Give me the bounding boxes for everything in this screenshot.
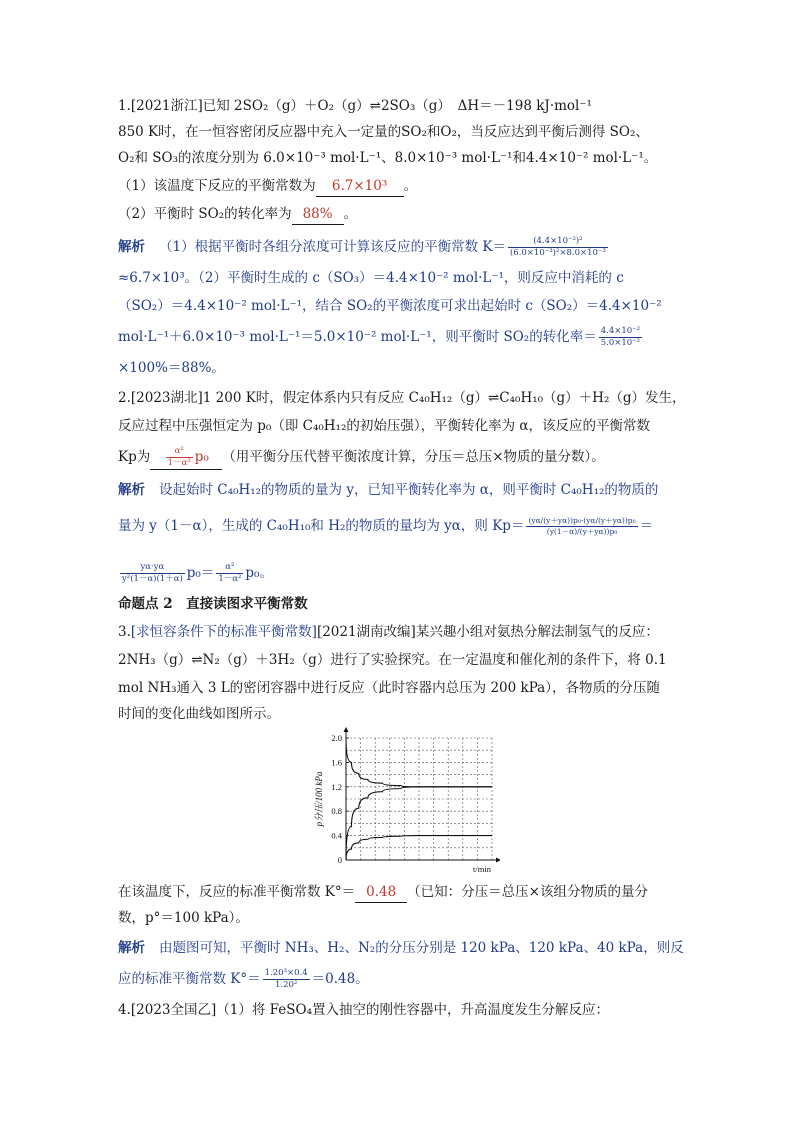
q3-explanation-2 <box>118 968 369 991</box>
y-tick-label: 2.0 <box>331 733 342 743</box>
q1-explanation-text4: mol·L⁻¹＋6.0×10⁻³ mol·L⁻¹＝5.0×10⁻² mol·L⁻¹，则平衡时 SO₂的转化率＝ <box>118 329 597 345</box>
section-title: 命题点 2 直接读图求平衡常数 <box>118 596 308 612</box>
q1-part2-end: 。 <box>343 206 358 222</box>
q3-explanation-text2: 应的标准平衡常数 K°＝ <box>118 971 261 987</box>
q1-line2: 850 K时，在一恒容密闭反应器中充入一定量的SO₂和O₂，当反应达到平衡后测得 SO₂、 <box>118 124 649 140</box>
q1-part1-text: （1）该温度下反应的平衡常数为 <box>118 178 316 194</box>
q3-line6: 数，p°＝100 kPa）。 <box>118 910 249 926</box>
q1-part2 <box>118 204 357 225</box>
q1-conversion-denominator: 5.0×10⁻² <box>600 338 641 348</box>
y-tick-label: 0.8 <box>331 806 342 817</box>
q2-explanation-2 <box>118 516 653 537</box>
q1-part2-answer: 88% <box>292 204 344 225</box>
q2-kp-numerator: (yα/(y＋yα))p₀·(yα/(y＋yα))p₀ <box>528 516 636 525</box>
q4-line1: 4.[2023全国乙]（1）将 FeSO₄置入抽空的刚性容器中，升高温度发生分解反应： <box>118 1002 609 1018</box>
q2-explanation-text1: 设起始时 C₄₀H₁₂的物质的量为 y，已知平衡转化率为 α，则平衡时 C₄₀H₁₂的物质的 <box>159 482 659 498</box>
y-tick-label: 0.4 <box>331 830 342 841</box>
q2-explanation-1 <box>118 480 658 500</box>
q2-answer-numerator: α² <box>166 446 193 458</box>
q1-part1-end: 。 <box>403 178 418 194</box>
q3-number: 3. <box>118 624 131 640</box>
q3-k-fraction <box>263 968 310 991</box>
q3-answer: 0.48 <box>355 882 407 903</box>
q2-result-fraction <box>216 562 243 585</box>
x-axis-arrow <box>496 858 500 863</box>
q1-conversion-fraction <box>599 326 642 349</box>
q3-explanation-label: 解析 <box>118 940 145 956</box>
q1-explanation-1 <box>118 236 610 259</box>
q1-k-numerator: (4.4×10⁻²)² <box>508 236 608 248</box>
q2-kp-equals: ＝ <box>639 518 654 534</box>
q2-explanation-3 <box>118 562 273 585</box>
q2-answer-blank <box>150 446 222 470</box>
q2-simplified-mid: p₀＝ <box>186 565 215 581</box>
q2-line1: 2.[2023湖北]1 200 K时，假定体系内只有反应 C₄₀H₁₂（g）⇌C₄₀H₁₀（g）＋H₂（g）发生， <box>118 390 686 406</box>
q3-line1 <box>118 622 659 642</box>
q2-kp-fraction <box>526 516 637 537</box>
q1-explanation-text1: （1）根据平衡时各组分浓度可计算该反应的平衡常数 K＝ <box>159 239 506 255</box>
q2-answer-p0: p₀ <box>194 449 209 465</box>
q2-result-denominator: 1－α² <box>218 574 242 584</box>
q2-simplified-denominator: y²(1－α)(1＋α) <box>122 574 183 584</box>
q3-line3: mol NH₃通入 3 L的密闭容器中进行反应（此时容器内总压为 200 kPa），各物质的分压随 <box>118 680 660 696</box>
q2-line3 <box>118 446 605 470</box>
partial-pressure-chart <box>300 726 500 878</box>
q2-answer-denominator: 1－α² <box>167 458 191 468</box>
q2-simplified-numerator: yα·yα <box>120 562 185 574</box>
q3-line5-text: 在该温度下，反应的标准平衡常数 K°＝ <box>118 884 356 900</box>
y-tick-label: 0 <box>337 855 342 865</box>
q1-part1 <box>118 176 417 197</box>
x-axis-label: t/min <box>473 864 491 874</box>
q2-result-numerator: α² <box>216 562 243 574</box>
q3-line5-end: （已知：分压＝总压×该组分物质的量分 <box>407 884 648 900</box>
q3-explanation-1 <box>118 938 684 958</box>
q2-explanation-text2: 量为 y（1－α），生成的 C₄₀H₁₀和 H₂的物质的量均为 yα，则 Kp＝ <box>118 518 525 534</box>
q1-part1-answer: 6.7×10³ <box>316 176 404 197</box>
q3-k-numerator: 1.20³×0.4 <box>264 968 308 978</box>
y-axis-label: p分压/100 kPa <box>314 771 324 827</box>
q1-explanation-4 <box>118 326 644 349</box>
q1-explanation-label: 解析 <box>118 239 145 255</box>
q3-line4: 时间的变化曲线如图所示。 <box>118 706 280 722</box>
y-tick-label: 1.2 <box>331 781 342 792</box>
q1-conversion-numerator: 4.4×10⁻² <box>600 326 641 336</box>
q1-k-denominator: (6.0×10⁻³)²×8.0×10⁻³ <box>509 248 606 258</box>
q1-line3: O₂和 SO₃的浓度分别为 6.0×10⁻³ mol·L⁻¹、8.0×10⁻³ mol·L⁻¹和4.4×10⁻² mol·L⁻¹。 <box>118 150 658 166</box>
q1-explanation-2: ≈6.7×10³。（2）平衡时生成的 c（SO₃）＝4.4×10⁻² mol·L⁻¹，则反应中消耗的 c <box>118 270 624 286</box>
q2-line3-end: （用平衡分压代替平衡浓度计算，分压＝总压×物质的量分数）。 <box>222 449 605 465</box>
q1-explanation-5: ×100%＝88%。 <box>118 360 225 376</box>
q2-result-end: p₀。 <box>245 565 273 581</box>
q3-explanation-end: ＝0.48。 <box>311 971 369 987</box>
y-tick-label: 1.6 <box>331 757 342 768</box>
q2-answer-fraction <box>166 446 193 469</box>
q1-k-fraction <box>508 236 608 259</box>
q2-kp-denominator: (y(1－α)/(y＋yα))p₀ <box>546 527 618 536</box>
q3-explanation-text1: 由题图可知，平衡时 NH₃、H₂、N₂的分压分别是 120 kPa、120 kPa、40 kPa，则反 <box>159 940 684 956</box>
q2-simplified-fraction <box>120 562 185 585</box>
q2-line2: 反应过程中压强恒定为 p₀（即 C₄₀H₁₂的初始压强），平衡转化率为 α，该反应的平衡常数 <box>118 418 651 434</box>
q2-kp-label: Kp为 <box>118 449 151 465</box>
q1-part2-text: （2）平衡时 SO₂的转化率为 <box>118 206 292 222</box>
q3-line5 <box>118 882 648 903</box>
q3-line1-rest: [2021湖南改编]某兴趣小组对氨热分解法制氢气的反应： <box>316 624 659 640</box>
q1-line1: 1.[2021浙江]已知 2SO₂（g）＋O₂（g）⇌2SO₃（g） ΔH＝－198 kJ·mol⁻¹ <box>118 98 592 114</box>
q3-tag: [求恒容条件下的标准平衡常数] <box>130 624 317 640</box>
q1-explanation-3: （SO₂）＝4.4×10⁻² mol·L⁻¹，结合 SO₂的平衡浓度可求出起始时 c（SO₂）＝4.4×10⁻² <box>118 298 662 314</box>
q3-k-denominator: 1.20² <box>274 980 298 990</box>
q2-explanation-label: 解析 <box>118 482 145 498</box>
q3-line2: 2NH₃（g）⇌N₂（g）＋3H₂（g）进行了实验探究。在一定温度和催化剂的条件下，将 0.1 <box>118 652 667 668</box>
y-axis-arrow <box>344 727 349 732</box>
